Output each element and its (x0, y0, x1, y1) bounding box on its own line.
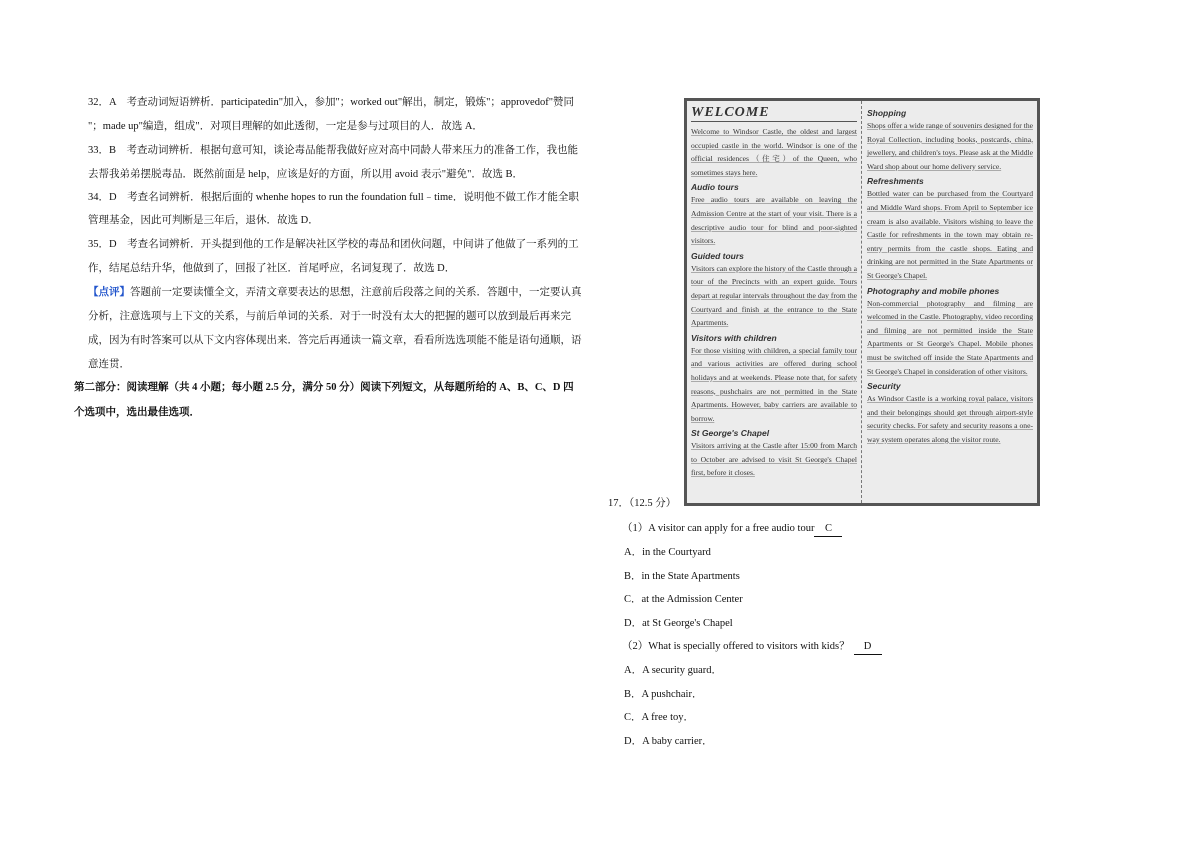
answer-33-line1: 33．B 考查动词辨析．根据句意可知，谈论毒品能帮我做好应对高中同龄人带来压力的准备工作，我也能 (88, 145, 579, 156)
notice-children-text: For those visiting with children, a special family tour and various activities are offered during school holidays and at weekends. Please note that, for safety reasons, pushchairs are not permitted in the State Apartments. However, baby carriers are available to borrow. (691, 345, 857, 423)
question-2-answer: D (854, 640, 882, 655)
answer-35-line1: 35．D 考查名词辨析．开头提到他的工作是解决社区学校的毒品和团伙问题，中间讲了他做了一系列的工 (88, 239, 579, 250)
q2-option-a: A．A security guard． (624, 665, 722, 676)
comment-line3: 成，因为有时答案可以从下文内容体现出来．答完后再通读一篇文章，看看所选选项能不能是语句通顺，语 (88, 335, 582, 346)
answer-32-line1: 32．A 考查动词短语辨析．participatedin"加入，参加"；worked out"解出，制定，锻炼"；approvedof"赞同 (88, 97, 575, 108)
notice-children-title: Visitors with children (691, 332, 777, 343)
windsor-castle-notice (684, 98, 1040, 506)
notice-chapel-text: Visitors arriving at the Castle after 15:00 from March to October are advised to visit St George's Chapel first, before it closes. (691, 441, 857, 478)
part2-heading-line1: 第二部分：阅读理解（共 4 小题；每小题 2.5 分，满分 50 分）阅读下列短文，从每题所给的 A、B、C、D 四 (74, 382, 574, 393)
q2-option-d: D．A baby carrier． (624, 736, 713, 747)
answer-34-line2: 管理基金，因此可判断是三年后，退休．故选 D． (88, 215, 319, 226)
notice-shopping-text: Shops offer a wide range of souvenirs designed for the Royal Collection, including books, postcards, china, jewellery, and children's toys. Please ask at the Middle Ward shop about our home delivery service. (867, 121, 1033, 171)
notice-right-column (867, 105, 1033, 446)
question-1-answer: C (814, 522, 842, 537)
notice-divider (861, 101, 862, 503)
q1-option-c: C．at the Admission Center (624, 594, 743, 605)
q2-option-b: B．A pushchair． (624, 689, 703, 700)
q1-option-a: A．in the Courtyard (624, 547, 711, 558)
notice-guided-title: Guided tours (691, 250, 744, 261)
question-1 (622, 522, 842, 537)
answer-34-line1: 34．D 考查名词辨析．根据后面的 whenhe hopes to run the foundation full﹣time．说明他不做工作才能全职 (88, 192, 579, 203)
notice-refresh-title: Refreshments (867, 176, 924, 187)
notice-guided-text: Visitors can explore the history of the Castle through a tour of the Precincts with an expert guide. Tours depart at regular intervals throughout the day from the Courtyard and finish at the entrance to the State Apartments. (691, 263, 857, 328)
notice-welcome-text: Welcome to Windsor Castle, the oldest and largest occupied castle in the world. Windsor is one of the official residences（住宅）of the Queen, who sometimes stays here. (691, 127, 857, 177)
notice-audio-title: Audio tours (691, 182, 739, 193)
comment-line2: 分析，注意选项与上下文的关系，与前后单词的关系．对于一时没有太大的把握的题可以放到最后再来完 (88, 311, 571, 322)
comment-line4: 意连贯． (88, 359, 130, 370)
notice-security-title: Security (867, 381, 901, 392)
notice-security-text: As Windsor Castle is a working royal palace, visitors and their belongings should get through airport-style security checks. For safety and security reasons a one-way system operates along the visitor route. (867, 394, 1033, 444)
q2-option-c: C．A free toy． (624, 712, 694, 723)
comment-text-1: 答题前一定要读懂全文，弄清文章要表达的思想，注意前后段落之间的关系．答题中，一定要认真 (130, 287, 582, 298)
notice-photo-title: Photography and mobile phones (867, 285, 1000, 296)
notice-left-column (691, 105, 857, 480)
answer-32-line2: "；made up"编造，组成"．对项目理解的如此透彻，一定是参与过项目的人．故选 A． (88, 121, 483, 132)
answer-33-line2: 去帮我弟弟摆脱毒品．既然前面是 help，应该是好的方面，所以用 avoid 表示"避免"．故选 B． (88, 169, 523, 180)
notice-refresh-text: Bottled water can be purchased from the Courtyard and Middle Ward shops. From April to September ice cream is also available. Visitors wishing to leave the Castle for refreshments in the town may obtain re-entry permits from the castle shops. Eating and drinking are not permitted in the State Apartments or St George's Chapel. (867, 189, 1033, 280)
question-2 (622, 640, 882, 655)
question-17-label: 17．（12.5 分） (608, 498, 677, 509)
notice-shopping-title: Shopping (867, 108, 907, 118)
comment-line1 (88, 286, 582, 300)
q1-option-d: D．at St George's Chapel (624, 618, 733, 629)
comment-tag: 【点评】 (88, 287, 130, 298)
notice-welcome-title: WELCOME (691, 105, 857, 122)
question-1-text: （1）A visitor can apply for a free audio tour (622, 523, 815, 534)
question-2-text: （2）What is specially offered to visitors with kids？ (622, 641, 850, 652)
notice-chapel-title: St George's Chapel (691, 428, 770, 439)
notice-audio-text: Free audio tours are available on leaving the Admission Centre at the start of your visit. There is a descriptive audio tour for blind and poor-sighted visitors. (691, 195, 857, 246)
part2-heading-line2: 个选项中，选出最佳选项． (74, 407, 200, 418)
q1-option-b: B．in the State Apartments (624, 571, 740, 582)
notice-photo-text: Non-commercial photography and filming are welcomed in the Castle. Photography, video recording and filming are not permitted inside the State Apartments or St George's Chapel. Mobile phones must be switched off inside the State Apartments and St George's Chapel in consideration of other visitors. (867, 298, 1033, 376)
answer-35-line2: 作，结尾总结升华，他做到了，回报了社区．首尾呼应，名词复现了．故选 D． (88, 263, 456, 274)
